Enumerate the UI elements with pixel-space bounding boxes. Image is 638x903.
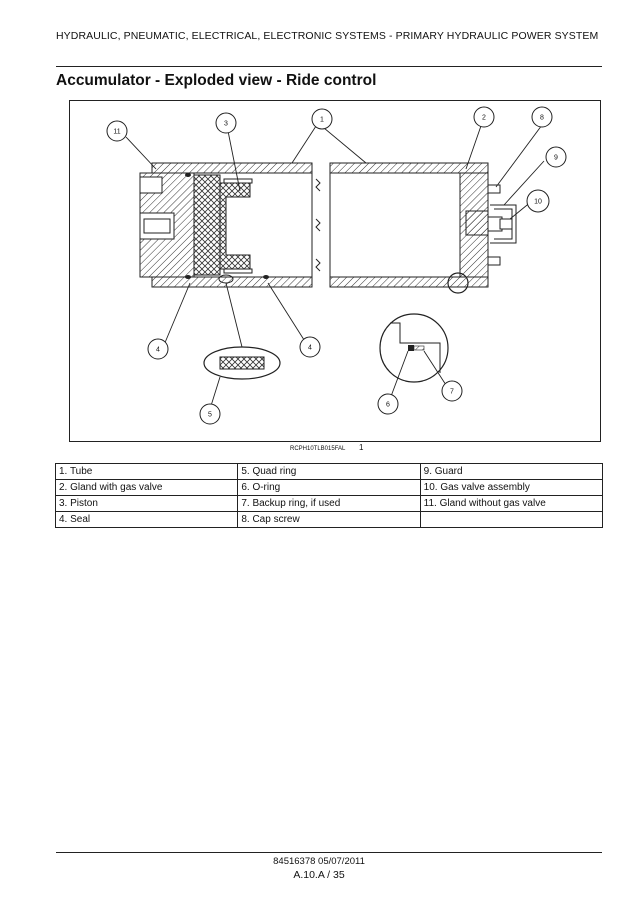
callout-6: [378, 394, 398, 414]
table-cell: 4. Seal: [56, 512, 238, 528]
callout-4-right: [300, 337, 320, 357]
footer-divider: [56, 852, 602, 853]
gas-valve-assembly-part: [488, 205, 516, 243]
parts-legend-table: [55, 463, 603, 528]
svg-text:8: 8: [540, 114, 544, 122]
gland-with-gas-valve-part: [448, 173, 488, 293]
callout-10: [527, 190, 549, 212]
svg-text:6: 6: [386, 401, 390, 409]
table-cell: 11. Gland without gas valve: [420, 496, 602, 512]
svg-text:10: 10: [534, 198, 542, 206]
header-divider: [56, 66, 602, 67]
accumulator-drawing: [70, 101, 602, 443]
callout-1: [312, 109, 332, 129]
svg-text:9: 9: [554, 154, 558, 162]
callout-7: [442, 381, 462, 401]
callout-4-left: [148, 339, 168, 359]
svg-text:3: 3: [224, 120, 228, 128]
exploded-view-figure: [69, 100, 601, 452]
table-cell: 7. Backup ring, if used: [238, 496, 420, 512]
table-row: [56, 480, 603, 496]
table-cell: 10. Gas valve assembly: [420, 480, 602, 496]
table-cell: 9. Guard: [420, 464, 602, 480]
svg-text:2: 2: [482, 114, 486, 122]
table-row: [56, 464, 603, 480]
callout-3: [216, 113, 236, 133]
svg-text:4: 4: [156, 346, 160, 354]
table-row: [56, 496, 603, 512]
callout-2: [474, 107, 494, 127]
svg-text:5: 5: [208, 411, 212, 419]
table-cell: 8. Cap screw: [238, 512, 420, 528]
quad-ring-detail: [204, 347, 280, 379]
table-cell: 1. Tube: [56, 464, 238, 480]
piston-part: [194, 175, 252, 275]
table-cell: 3. Piston: [56, 496, 238, 512]
table-cell: [420, 512, 602, 528]
callout-9: [546, 147, 566, 167]
table-cell: 2. Gland with gas valve: [56, 480, 238, 496]
svg-text:11: 11: [113, 128, 121, 136]
table-cell: 6. O-ring: [238, 480, 420, 496]
callout-11: [107, 121, 127, 141]
page-title: Accumulator - Exploded view - Ride control: [56, 72, 377, 89]
figure-number: 1: [359, 443, 364, 452]
svg-text:7: 7: [450, 388, 454, 396]
figure-reference: RCPH10TLB015FAL: [290, 446, 346, 452]
gland-without-gas-valve-part: [140, 173, 194, 277]
table-cell: 5. Quad ring: [238, 464, 420, 480]
page-header-section: HYDRAULIC, PNEUMATIC, ELECTRICAL, ELECTRONIC SYSTEMS - PRIMARY HYDRAULIC POWER SYSTEM: [56, 30, 599, 42]
footer-page-number: A.10.A / 35: [293, 869, 345, 881]
callout-5: [200, 404, 220, 424]
footer-document-id: 84516378 05/07/2011: [273, 856, 365, 867]
svg-text:4: 4: [308, 344, 312, 352]
svg-text:1: 1: [320, 116, 324, 124]
callout-8: [532, 107, 552, 127]
table-row: [56, 512, 603, 528]
